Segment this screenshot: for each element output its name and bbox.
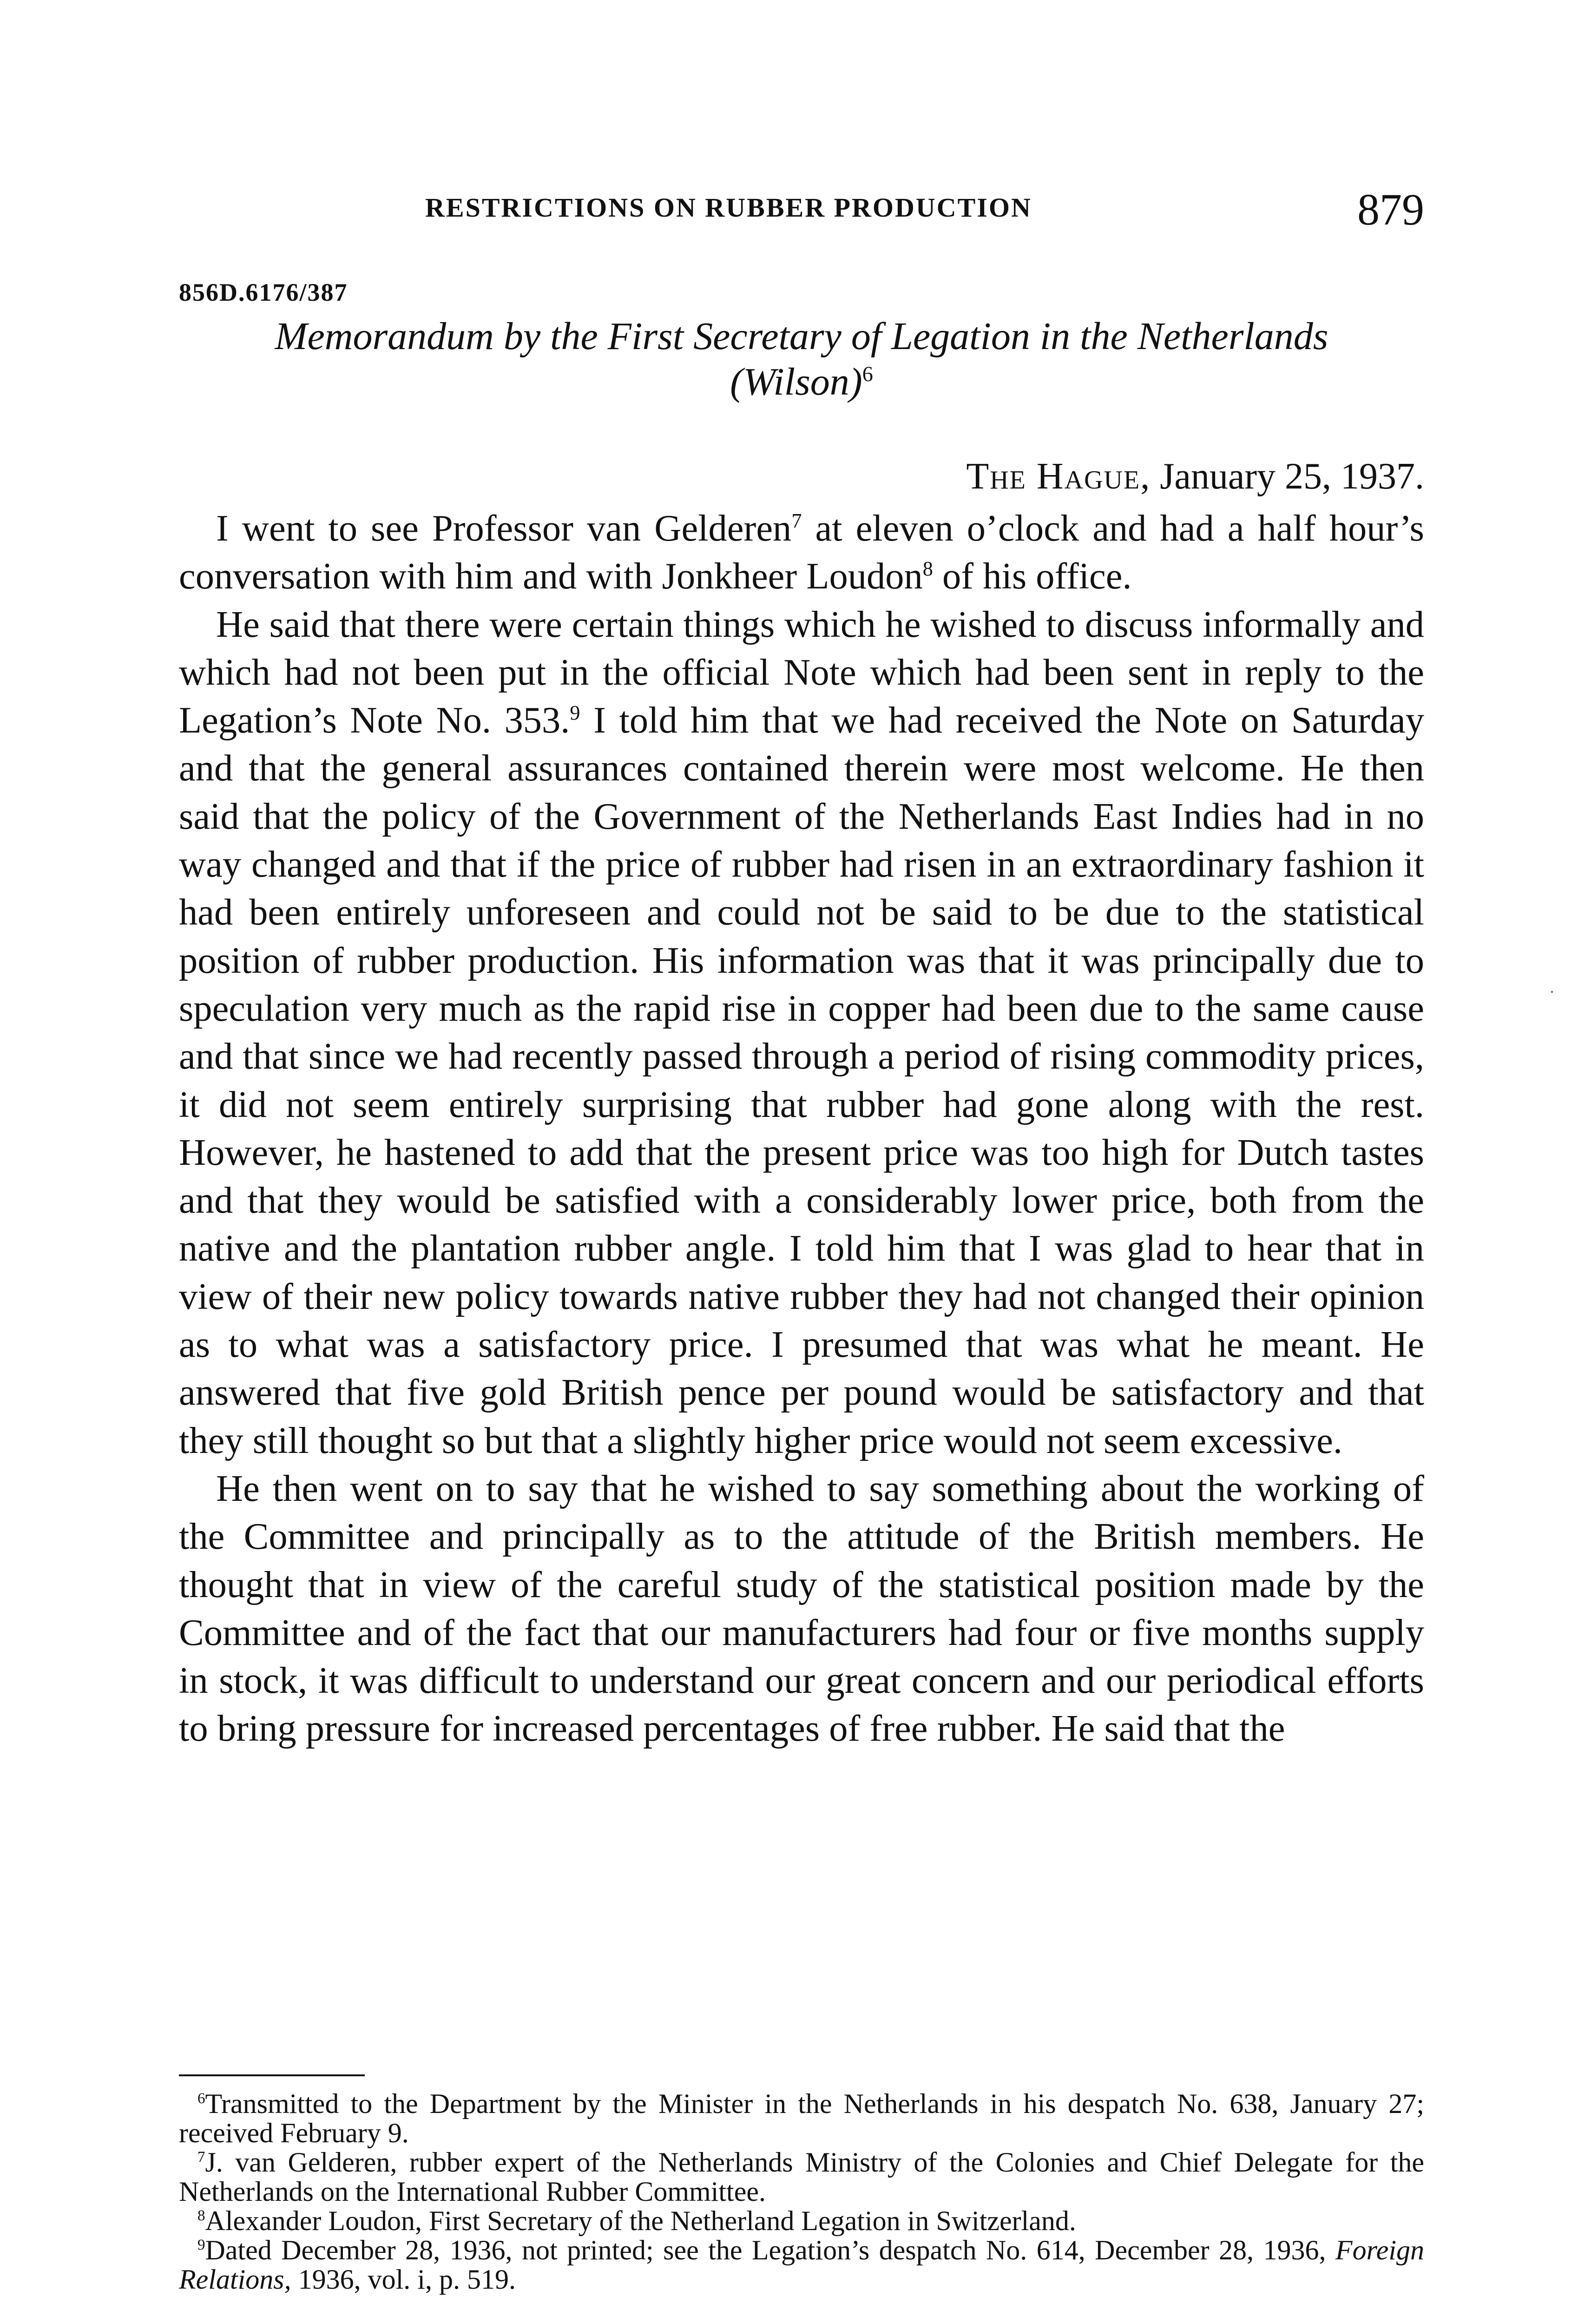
footnote-6-text: Transmitted to the Department by the Minister in the Netherlands in his despatch No. 638, January 27; received February 9. bbox=[179, 2088, 1424, 2148]
paragraph-1 bbox=[179, 504, 1424, 601]
footnote-divider bbox=[179, 2074, 365, 2076]
running-head bbox=[179, 184, 1424, 235]
footnote-6 bbox=[179, 2089, 1424, 2148]
document-title-line-1: Memorandum by the First Secretary of Legation in the Netherlands bbox=[275, 315, 1328, 358]
file-number: 856D.6176/387 bbox=[179, 278, 348, 306]
document-title bbox=[179, 314, 1424, 405]
footnote-7-text: J. van Gelderen, rubber expert of the Netherlands Ministry of the Colonies and Chief Delegate for the Netherlands on the International Rubber Committee. bbox=[179, 2147, 1424, 2207]
footnote-9-mark: 9 bbox=[197, 2237, 205, 2253]
footnote-8-mark: 8 bbox=[197, 2207, 205, 2224]
paragraph-1-text-c: of his office. bbox=[933, 555, 1132, 597]
paragraph-1-text-a: I went to see Professor van Gelderen bbox=[216, 508, 792, 549]
footnotes bbox=[179, 2089, 1424, 2294]
footnote-9-text-b: 1936, vol. i, p. 519. bbox=[291, 2264, 516, 2295]
footnote-ref-8: 8 bbox=[922, 557, 933, 581]
memo-body bbox=[179, 504, 1424, 1753]
footnote-8-text: Alexander Loudon, First Secretary of the Netherland Legation in Switzerland. bbox=[205, 2205, 1076, 2236]
footnote-9-publication: Foreign Relations, bbox=[179, 2235, 1424, 2295]
paragraph-3: He then went on to say that he wished to say something about the working of the Committee and principally as to the attitude of the British members. He thought that in view of the careful study of the statistical position made by the Committee and of the fact that our manufacturers had four or five months supply in stock, it was difficult to understand our great concern and our periodical efforts to bring pressure for increased percentages of free rubber. He said that the bbox=[179, 1467, 1424, 1750]
footnote-ref-7: 7 bbox=[791, 509, 802, 533]
running-title: RESTRICTIONS ON RUBBER PRODUCTION bbox=[425, 192, 1032, 223]
footnote-ref-6: 6 bbox=[862, 362, 873, 386]
dateline-date: January 25, 1937. bbox=[1160, 456, 1424, 497]
footnote-ref-9: 9 bbox=[570, 701, 580, 725]
page-number: 879 bbox=[1357, 185, 1424, 234]
footnote-9-text-a: Dated December 28, 1936, not printed; see the Legation’s despatch No. 614, December 28, 1936, bbox=[205, 2235, 1335, 2265]
paragraph-2-text-b: I told him that we had received the Note on Saturday and that the general assurances contained therein were most welcome. He then said that the policy of the Government of the Netherlands East Indies had in no way changed and that if the price of rubber had risen in an extraordinary fashion it had been entirely unforeseen and could not be said to be due to the statistical position of rubber production. His information was that it was principally due to speculation very much as the rapid rise in copper had been due to the same cause and that since we had recently passed through a period of rising commodity prices, it did not seem entirely surprising that rubber had gone along with the rest. However, he hastened to add that the present price was too high for Dutch tastes and that they would be satisfied with a considerably lower price, both from the native and the plantation rubber angle. I told him that I was glad to hear that in view of their new policy towards native rubber they had not changed their opinion as to what was a satisfactory price. I presumed that was what he meant. He answered that five gold British pence per pound would be satisfactory and that they still thought so but that a slightly higher price would not seem excessive. bbox=[179, 700, 1424, 1461]
paragraph-2-text-a: He said that there were certain things which he wished to discuss informally and which had not been put in the official Note which had been sent in reply to the Legation’s Note No. 353. bbox=[179, 603, 1424, 741]
dateline-place: The Hague, bbox=[966, 456, 1151, 497]
footnote-8 bbox=[179, 2206, 1424, 2236]
paragraph-1-text-b: at eleven o’clock and had a half hour’s conversation with him and with Jonkheer Loudon bbox=[179, 508, 1424, 597]
footnote-9 bbox=[179, 2236, 1424, 2294]
margin-speck bbox=[1551, 991, 1553, 993]
document-title-author: (Wilson) bbox=[730, 360, 862, 403]
document-title-line-2 bbox=[179, 359, 1424, 405]
footnote-6-mark: 6 bbox=[197, 2090, 205, 2107]
dateline bbox=[966, 456, 1424, 498]
footnote-7-mark: 7 bbox=[197, 2149, 205, 2166]
paragraph-2 bbox=[179, 601, 1424, 1465]
footnote-7 bbox=[179, 2148, 1424, 2206]
